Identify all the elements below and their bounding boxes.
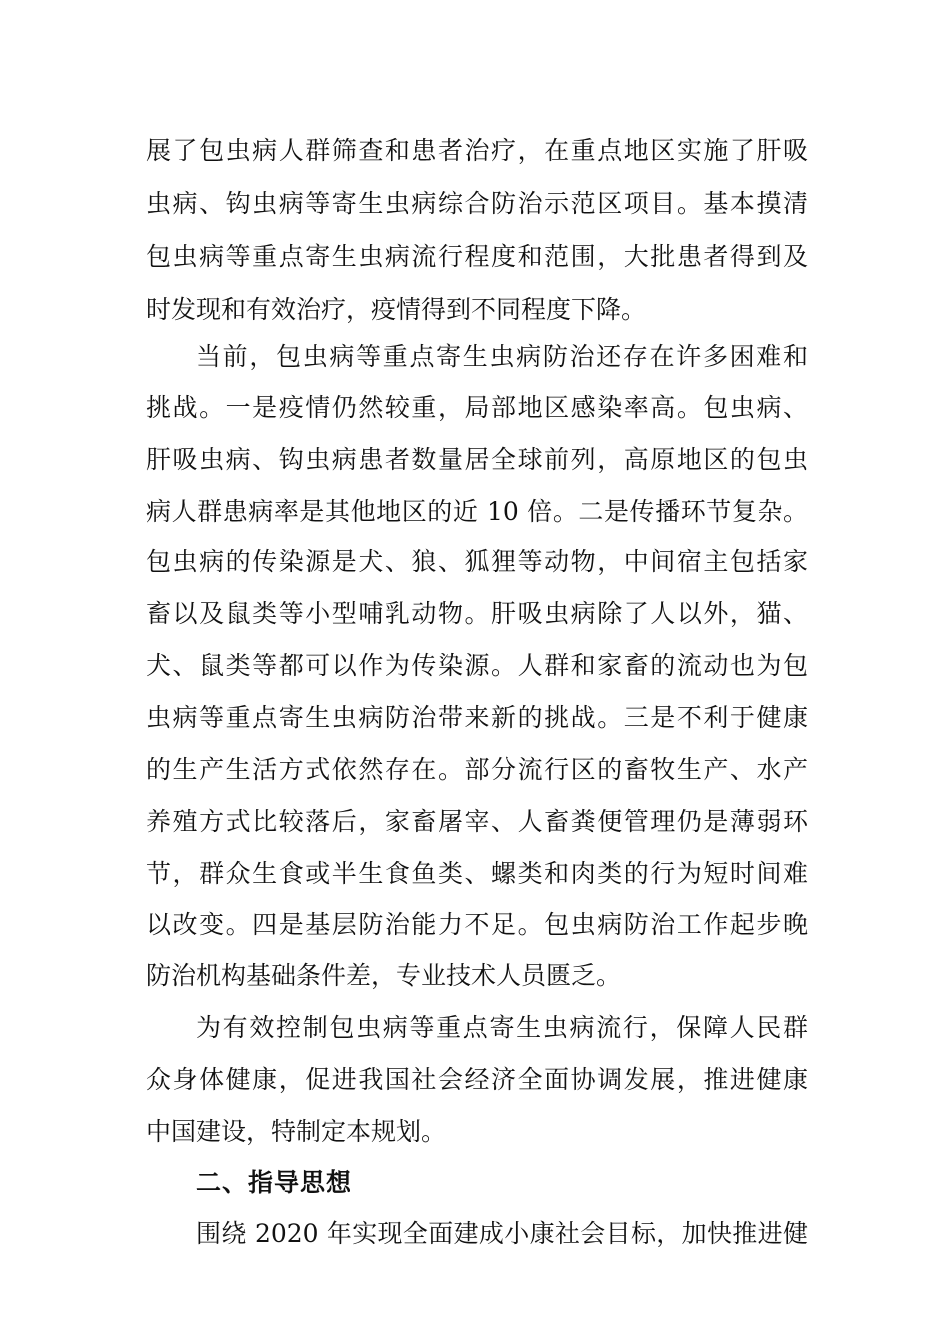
paragraph-line: 防治机构基础条件差，专业技术人员匮乏。: [146, 961, 622, 990]
paragraph-line: 虫病、钩虫病等寄生虫病综合防治示范区项目。基本摸清: [146, 189, 808, 218]
paragraph-line: 挑战。一是疫情仍然较重，局部地区感染率高。包虫病、: [146, 393, 808, 422]
paragraph-line: 展了包虫病人群筛查和患者治疗，在重点地区实施了肝吸: [146, 136, 808, 165]
paragraph-line: 以改变。四是基层防治能力不足。包虫病防治工作起步晚: [146, 910, 808, 939]
paragraph-line: 犬、鼠类等都可以作为传染源。人群和家畜的流动也为包: [146, 651, 808, 680]
paragraph-line: 当前，包虫病等重点寄生虫病防治还存在许多困难和: [196, 342, 808, 371]
paragraph-line: 围绕 2020 年实现全面建成小康社会目标，加快推进健: [196, 1219, 808, 1248]
paragraph-line: 中国建设，特制定本规划。: [146, 1117, 447, 1146]
paragraph-line: 包虫病等重点寄生虫病流行程度和范围，大批患者得到及: [146, 242, 808, 271]
paragraph-line: 虫病等重点寄生虫病防治带来新的挑战。三是不利于健康: [146, 703, 808, 732]
paragraph-line: 包虫病的传染源是犬、狼、狐狸等动物，中间宿主包括家: [146, 547, 808, 576]
paragraph-line: 肝吸虫病、钩虫病患者数量居全球前列，高原地区的包虫: [146, 445, 808, 474]
paragraph-line: 时发现和有效治疗，疫情得到不同程度下降。: [146, 295, 647, 324]
paragraph-line: 节，群众生食或半生食鱼类、螺类和肉类的行为短时间难: [146, 859, 808, 888]
section-heading: 二、指导思想: [196, 1168, 353, 1197]
paragraph-line: 为有效控制包虫病等重点寄生虫病流行，保障人民群: [196, 1013, 808, 1042]
paragraph-line: 畜以及鼠类等小型哺乳动物。肝吸虫病除了人以外，猫、: [146, 599, 808, 628]
paragraph-line: 的生产生活方式依然存在。部分流行区的畜牧生产、水产: [146, 755, 808, 784]
paragraph-line: 病人群患病率是其他地区的近 10 倍。二是传播环节复杂。: [146, 497, 808, 526]
paragraph-line: 养殖方式比较落后，家畜屠宰、人畜粪便管理仍是薄弱环: [146, 807, 808, 836]
paragraph-line: 众身体健康，促进我国社会经济全面协调发展，推进健康: [146, 1065, 808, 1094]
